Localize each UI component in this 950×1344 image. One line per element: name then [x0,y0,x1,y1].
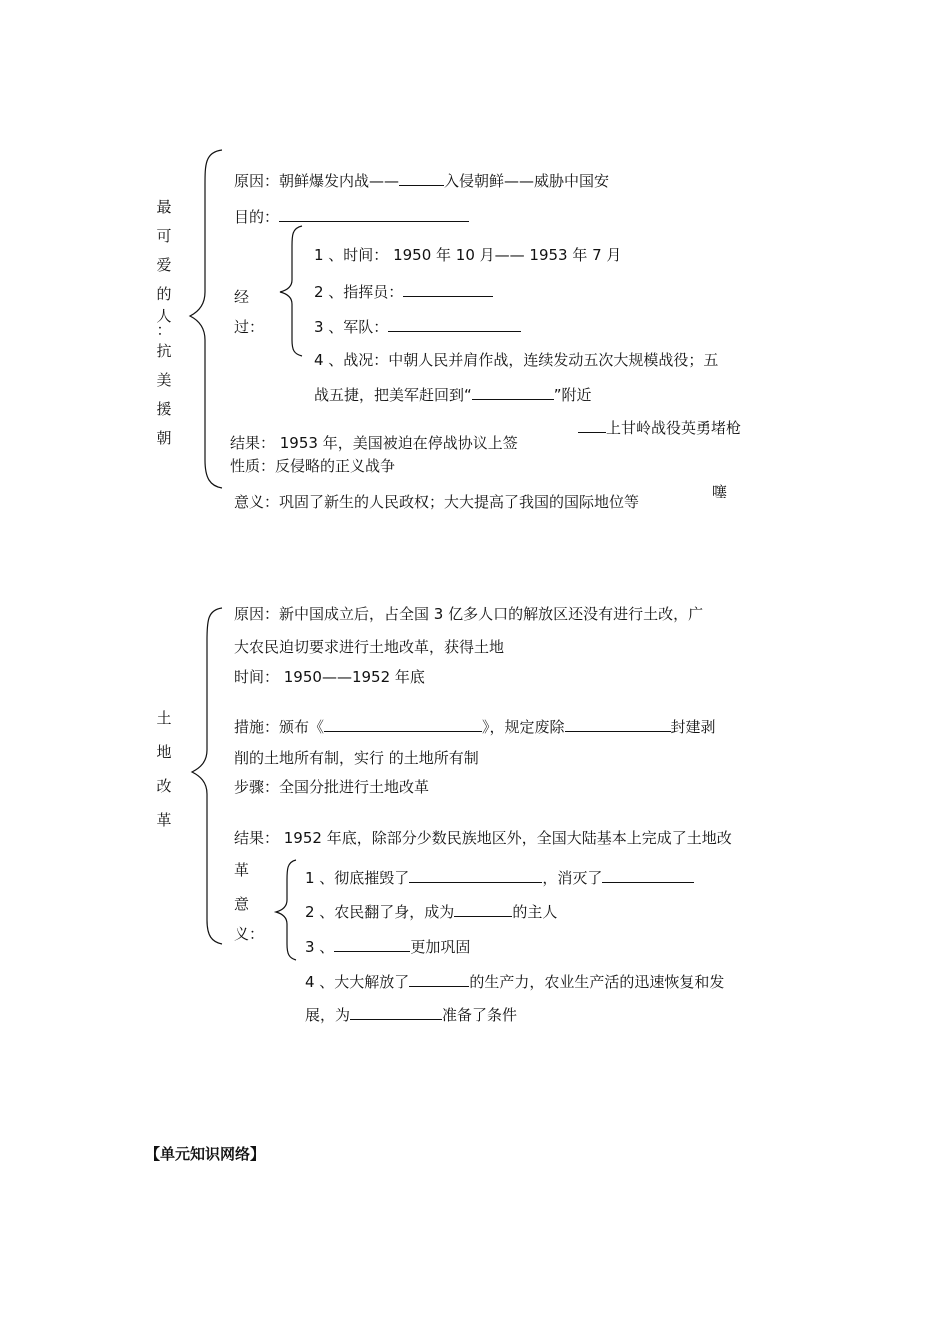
sig-item-2: 2 、农民翻了身，成为 的主人 [305,903,558,921]
blank-land-owner[interactable] [454,901,512,917]
label-char: 美 [156,371,172,389]
blank-38th-parallel[interactable] [472,384,554,400]
blank-law[interactable] [324,716,482,732]
sig-item-1: 1 、彻底摧毁了 ，消灭了 [305,867,694,888]
blank-regime[interactable] [334,936,410,952]
process-commander: 2 、指挥员： [314,281,493,302]
orphan-char: 噻 [712,483,728,501]
reform-measures-line1: 措施：颁布《 》，规定废除 封建剥 [234,718,716,736]
label-char: 的 [156,285,172,303]
process-time: 1 、时间： 1950 年 10 月—— 1953 年 7 月 [314,246,622,264]
reform-time: 时间： 1950——1952 年底 [234,668,425,686]
label-char: 可 [156,227,172,245]
reform-result-line1: 结果： 1952 年底，除部分少数民族地区外，全国大陆基本上完成了土地改 [234,829,732,847]
label-char: 人 [156,307,172,325]
sig-item-4-line1: 4 、大大解放了 的生产力，农业生产活的迅速恢复和发 [305,973,725,991]
process-battle-line1: 4 、战况：中朝人民并肩作战，连续发动五次大规模战役；五 [314,351,719,369]
label-char: 改 [156,777,172,795]
blank-hero[interactable] [578,417,606,433]
label-char: ： [156,321,172,339]
section2-side-label [154,701,174,837]
label-char: 爱 [156,256,172,274]
nature-line: 性质：反侵略的正义战争 [230,457,396,475]
brace-process [280,226,302,356]
reform-measures-line2: 削的土地所有制，实行 的土地所有制 [234,749,479,767]
sig-item-4-line2: 展，为 准备了条件 [305,1006,518,1024]
reform-reason-line1: 原因：新中国成立后，占全国 3 亿多人口的解放区还没有进行土改，广 [234,605,704,623]
process-label: 经 过： [234,288,265,336]
blank-abolish[interactable] [565,716,671,732]
label-char: 抗 [156,342,172,360]
blank-landlord-class[interactable] [602,867,694,883]
result-line-partial: 结果： 1953 年，美国被迫在停战协议上签 [230,434,518,452]
significance-label: 意 义： [234,895,265,943]
section1-side-label [154,193,174,453]
label-char: 最 [156,198,172,216]
reform-result-line2: 革 [234,861,250,879]
brace-section2 [192,608,222,944]
reason-line: 原因：朝鲜爆发内战—— 入侵朝鲜——威胁中国安 [234,172,610,190]
blank-army[interactable] [388,316,521,332]
sig-item-3: 3 、 更加巩固 [305,938,471,956]
reform-steps: 步骤：全国分批进行土地改革 [234,778,430,796]
process-battle-line2: 战五捷，把美军赶回到“ ”附近 [314,386,592,404]
brace-section1 [190,150,222,488]
purpose-line: 目的： [234,206,469,227]
result-line-right: 上甘岭战役英勇堵枪 [578,417,741,438]
unit-knowledge-heading: 【单元知识网络】 [145,1145,266,1163]
significance-line: 意义：巩固了新生的人民政权；大大提高了我国的国际地位等 [234,493,640,511]
reform-reason-line2: 大农民迫切要求进行土地改革，获得土地 [234,638,505,656]
process-army: 3 、军队： [314,316,521,337]
brace-significance [276,860,296,960]
label-char: 援 [156,400,172,418]
blank-feudal-system[interactable] [409,867,542,883]
label-char: 土 [156,709,172,727]
label-char: 朝 [156,429,172,447]
blank-rural[interactable] [409,971,469,987]
label-char: 革 [156,811,172,829]
blank-purpose[interactable] [279,206,469,222]
label-char: 地 [156,743,172,761]
blank-commander[interactable] [403,281,493,297]
blank-industrialization[interactable] [350,1004,442,1020]
blank-invader[interactable] [399,170,444,186]
